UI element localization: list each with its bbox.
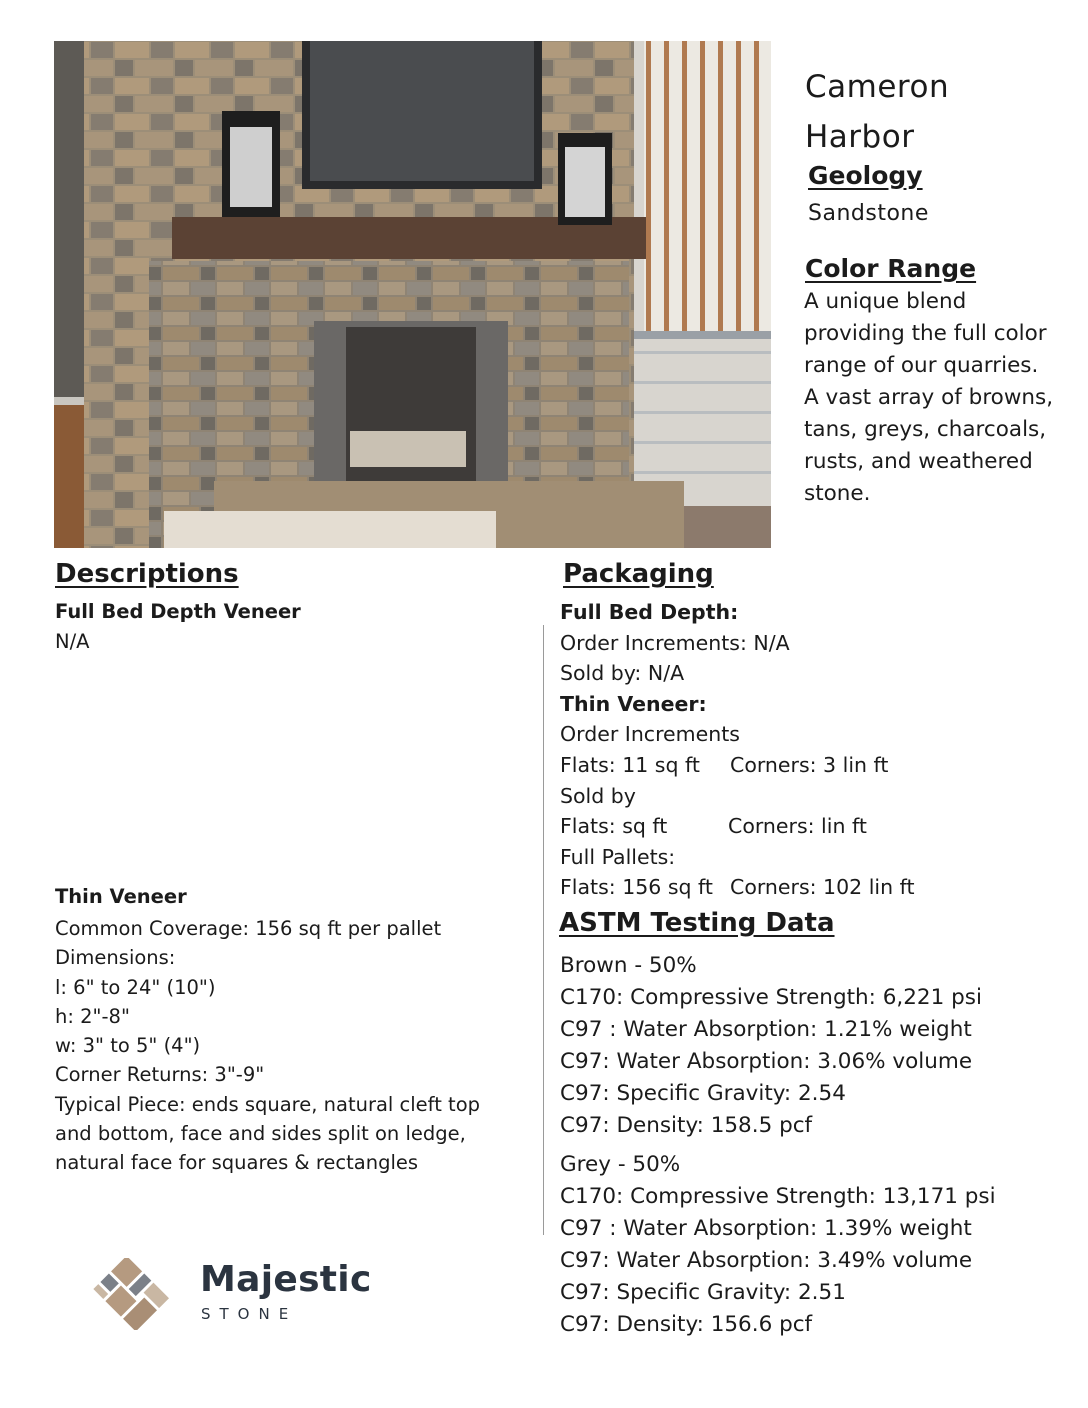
color-range-text [804,286,1084,510]
astm-brown-line: C97: Specific Gravity: 2.54 [560,1080,846,1106]
color-range-line: rusts, and weathered [804,449,1033,474]
majestic-stone-logo-icon [78,1258,178,1330]
astm-grey-label: Grey - 50% [560,1152,681,1177]
color-range-line: providing the full color [804,321,1047,346]
color-range-line: range of our quarries. [804,353,1039,378]
thin-veneer-line: Typical Piece: ends square, natural cleft top [55,1092,481,1116]
packaging-corners-order: Corners: 3 lin ft [730,752,889,777]
astm-grey-line: C97 : Water Absorption: 1.39% weight [560,1215,972,1241]
thin-veneer-line: Corner Returns: 3"-9" [55,1063,265,1087]
astm-grey-line: C97: Specific Gravity: 2.51 [560,1279,846,1305]
full-bed-heading: Full Bed Depth Veneer [55,600,301,623]
column-divider [543,625,544,1235]
astm-brown-line: C97: Density: 158.5 pcf [560,1112,813,1138]
astm-brown-block [560,950,1060,1141]
packaging-order-row [560,750,1060,781]
packaging-sold-by-label: Sold by [560,783,636,808]
astm-brown-line: C170: Compressive Strength: 6,221 psi [560,984,982,1010]
geology-value: Sandstone [808,201,929,226]
thin-veneer-line: Dimensions: [55,946,176,970]
thin-veneer-heading: Thin Veneer [55,885,187,908]
packaging-details [560,597,1060,903]
astm-brown-line: C97 : Water Absorption: 1.21% weight [560,1016,972,1042]
color-range-line: tans, greys, charcoals, [804,417,1047,442]
astm-grey-line: C97: Water Absorption: 3.49% volume [560,1247,973,1273]
geology-heading: Geology [808,161,923,190]
packaging-full-bed-heading: Full Bed Depth: [560,600,739,624]
color-range-line: A vast array of browns, [804,385,1054,410]
thin-veneer-line: w: 3" to 5" (4") [55,1034,201,1058]
packaging-order-increments-label: Order Increments [560,722,740,747]
descriptions-heading: Descriptions [55,559,239,589]
packaging-flats-order: Flats: 11 sq ft [560,752,700,777]
thin-veneer-line: h: 2"-8" [55,1004,130,1028]
color-range-line: stone. [804,481,871,506]
packaging-flats-sold: Flats: sq ft [560,814,668,839]
color-range-line: A unique blend [804,289,967,314]
thin-veneer-line: and bottom, face and sides split on ledge, [55,1122,466,1146]
logo-wordmark: Majestic [200,1259,372,1300]
full-bed-value: N/A [55,630,90,653]
thin-veneer-details [55,914,535,1178]
packaging-full-bed-sold: Sold by: N/A [560,661,685,686]
packaging-full-bed-order: Order Increments: N/A [560,630,790,655]
packaging-heading: Packaging [563,559,714,589]
packaging-flats-pallet: Flats: 156 sq ft [560,875,713,900]
astm-grey-line: C170: Compressive Strength: 13,171 psi [560,1183,996,1209]
fireplace-illustration [54,41,771,548]
packaging-corners-sold: Corners: lin ft [728,814,867,839]
product-title-line1: Cameron [805,69,950,105]
astm-grey-block [560,1149,1060,1340]
astm-heading: ASTM Testing Data [559,908,835,938]
color-range-heading: Color Range [805,254,977,283]
thin-veneer-line: natural face for squares & rectangles [55,1151,419,1175]
product-title [805,62,1075,162]
logo-subtitle: STONE [201,1305,298,1323]
thin-veneer-line: l: 6" to 24" (10") [55,975,216,999]
astm-grey-line: C97: Density: 156.6 pcf [560,1311,813,1337]
thin-veneer-line: Common Coverage: 156 sq ft per pallet [55,917,442,940]
fireplace-photo [54,41,771,548]
packaging-full-pallets-label: Full Pallets: [560,844,676,869]
packaging-corners-pallet: Corners: 102 lin ft [730,875,915,900]
astm-brown-label: Brown - 50% [560,953,697,978]
product-title-line2: Harbor [805,119,915,155]
packaging-sold-row [560,811,1060,842]
packaging-thin-heading: Thin Veneer: [560,691,707,716]
packaging-pallet-row [560,872,1060,903]
astm-brown-line: C97: Water Absorption: 3.06% volume [560,1048,973,1074]
